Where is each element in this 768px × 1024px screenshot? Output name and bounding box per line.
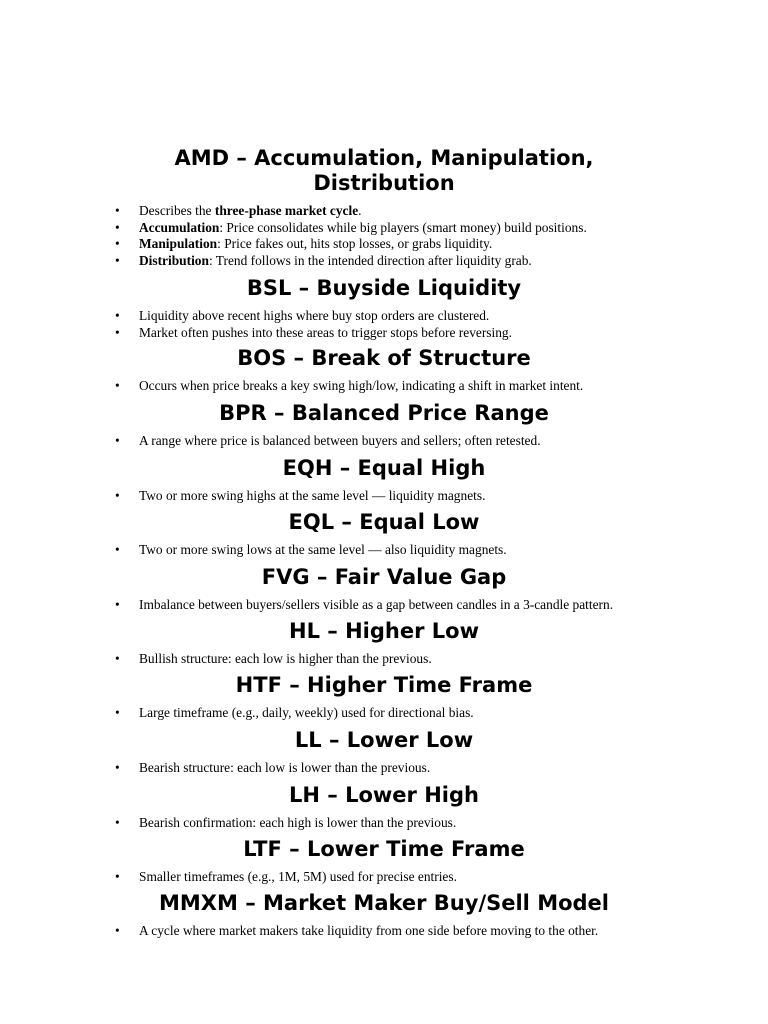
section-heading: BOS – Break of Structure <box>237 346 531 370</box>
list-item: • Bullish structure: each low is higher than the previous. <box>115 651 432 666</box>
bullet-list <box>0 869 768 886</box>
list-item: • Accumulation: Price consolidates while big players (smart money) build positions. <box>115 219 587 235</box>
section-heading: HL – Higher Low <box>289 619 479 643</box>
list-item: • Describes the three-phase market cycle. <box>115 203 362 218</box>
bullet-list <box>0 308 768 341</box>
section-lh <box>0 783 768 832</box>
bullet-icon: • <box>115 433 120 448</box>
section-heading: LTF – Lower Time Frame <box>243 837 525 861</box>
bullet-list <box>0 433 768 450</box>
bullet-icon: • <box>115 923 120 938</box>
section-htf <box>0 673 768 722</box>
section-heading: LH – Lower High <box>289 783 479 807</box>
section-fvg <box>0 565 768 614</box>
section-heading: AMD – Accumulation, Manipulation, Distribution <box>174 146 594 195</box>
bullet-list <box>0 760 768 777</box>
list-item: • Imbalance between buyers/sellers visible as a gap between candles in a 3-candle pattern. <box>115 597 614 612</box>
section-hl <box>0 619 768 668</box>
section-amd <box>0 146 768 269</box>
list-item: • A range where price is balanced between buyers and sellers; often retested. <box>115 433 541 448</box>
section-heading: MMXM – Market Maker Buy/Sell Model <box>159 891 609 915</box>
bullet-icon: • <box>115 203 120 218</box>
section-ltf <box>0 837 768 886</box>
section-bpr <box>0 401 768 450</box>
section-heading: EQH – Equal High <box>282 456 486 480</box>
list-item: • Two or more swing highs at the same level — liquidity magnets. <box>115 488 486 503</box>
list-item: • Bearish structure: each low is lower than the previous. <box>115 760 431 775</box>
bullet-icon: • <box>115 760 120 775</box>
bullet-icon: • <box>115 236 120 251</box>
bullet-icon: • <box>115 651 120 666</box>
section-bsl <box>0 276 768 341</box>
bullet-list <box>0 815 768 832</box>
bullet-list <box>0 597 768 614</box>
section-heading: BPR – Balanced Price Range <box>219 401 549 425</box>
section-heading: LL – Lower Low <box>294 728 474 752</box>
list-item: • Large timeframe (e.g., daily, weekly) used for directional bias. <box>115 705 474 720</box>
bullet-list <box>0 378 768 395</box>
bullet-icon: • <box>115 252 120 268</box>
list-item: • Two or more swing lows at the same level — also liquidity magnets. <box>115 542 507 557</box>
bullet-icon: • <box>115 705 120 720</box>
section-bos <box>0 346 768 395</box>
bullet-icon: • <box>115 597 120 612</box>
bullet-icon: • <box>115 869 120 884</box>
bullet-icon: • <box>115 542 120 557</box>
section-heading: BSL – Buyside Liquidity <box>246 276 522 300</box>
bullet-icon: • <box>115 815 120 830</box>
bullet-list <box>0 542 768 559</box>
list-item: • Occurs when price breaks a key swing high/low, indicating a shift in market intent. <box>115 378 584 393</box>
list-item: • Distribution: Trend follows in the intended direction after liquidity grab. <box>115 252 532 268</box>
section-eql <box>0 510 768 559</box>
bullet-icon: • <box>115 488 120 503</box>
section-heading: HTF – Higher Time Frame <box>235 673 533 697</box>
bullet-list <box>0 705 768 722</box>
bullet-list <box>0 651 768 668</box>
section-eqh <box>0 456 768 505</box>
section-heading: EQL – Equal Low <box>288 510 480 534</box>
list-item: • Liquidity above recent highs where buy stop orders are clustered. <box>115 308 490 323</box>
bullet-icon: • <box>115 308 120 323</box>
bullet-list <box>0 923 768 940</box>
bullet-icon: • <box>115 324 120 340</box>
list-item: • A cycle where market makers take liquidity from one side before moving to the other. <box>115 923 599 938</box>
bullet-icon: • <box>115 219 120 235</box>
list-item: • Manipulation: Price fakes out, hits stop losses, or grabs liquidity. <box>115 236 493 251</box>
bullet-list <box>0 488 768 505</box>
list-item: • Smaller timeframes (e.g., 1M, 5M) used for precise entries. <box>115 869 457 884</box>
list-item: • Bearish confirmation: each high is lower than the previous. <box>115 815 457 830</box>
bullet-icon: • <box>115 378 120 393</box>
section-mmxm <box>0 891 768 940</box>
section-ll <box>0 728 768 777</box>
section-heading: FVG – Fair Value Gap <box>261 565 507 589</box>
list-item: • Market often pushes into these areas to trigger stops before reversing. <box>115 324 512 340</box>
bullet-list <box>0 203 768 269</box>
